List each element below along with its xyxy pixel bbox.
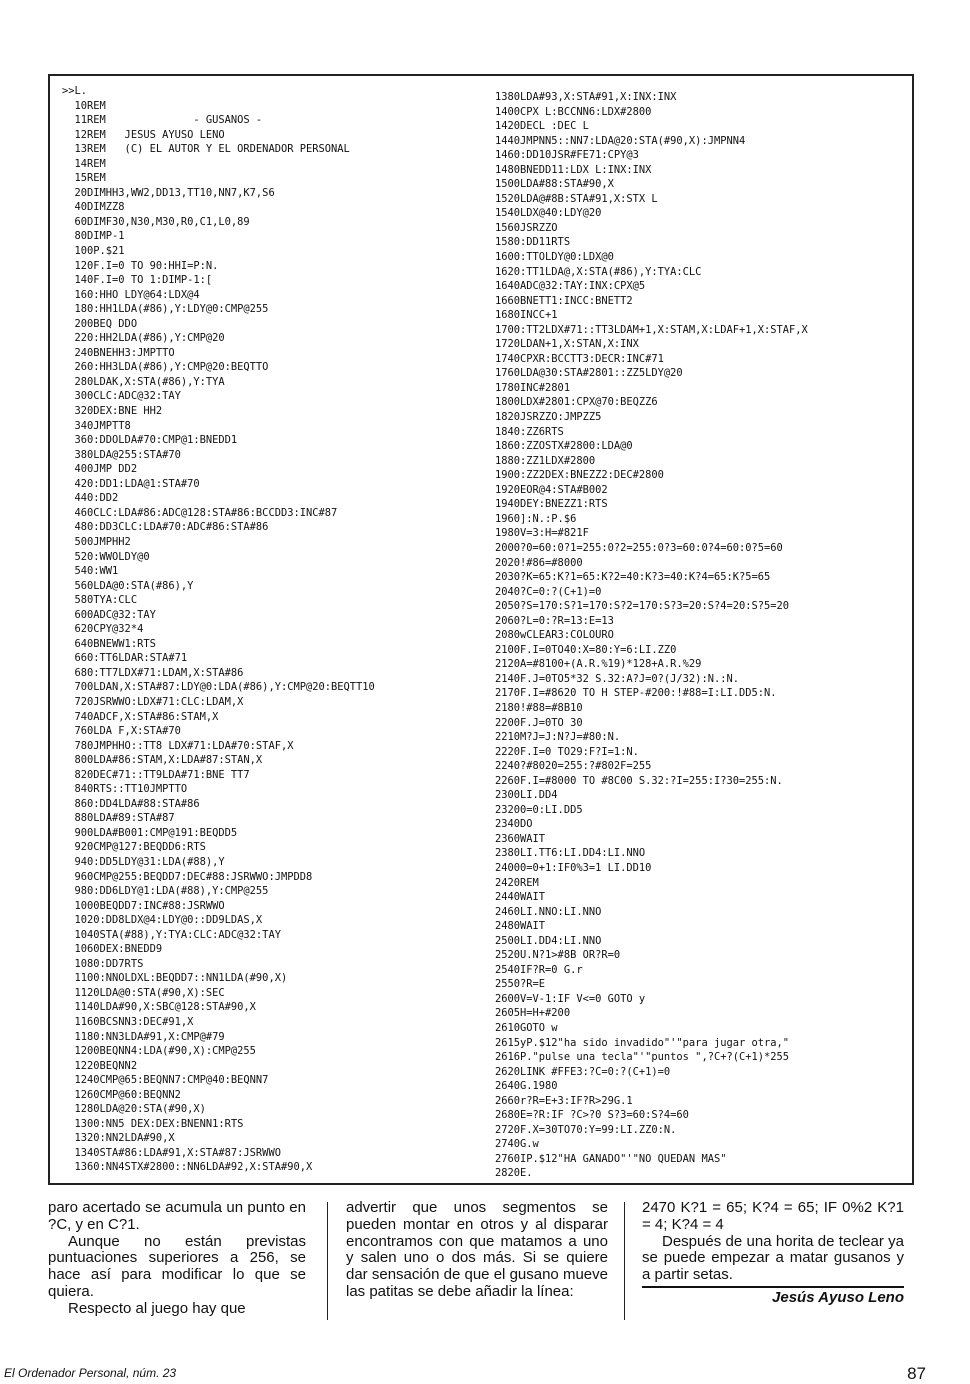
code-line: 980:DD6LDY@1:LDA(#88),Y:CMP@255: [62, 885, 269, 898]
listing-left-column: [62, 84, 480, 1175]
code-line: 1740CPXR:BCCTT3:DECR:INC#71: [495, 352, 664, 365]
listing-right-column: [495, 90, 911, 1181]
code-line: 1040STA(#88),Y:TYA:CLC:ADC@32:TAY: [62, 928, 281, 941]
code-line: 2620LINK #FFE3:?C=0:?(C+1)=0: [495, 1065, 671, 1078]
code-line: 960CMP@255:BEQDD7:DEC#88:JSRWWO:JMPDD8: [62, 870, 313, 883]
code-line: 1020:DD8LDX@4:LDY@0::DD9LDAS,X: [62, 914, 263, 927]
code-line: 1880:ZZ1LDX#2800: [495, 454, 596, 467]
code-line: 1960]:N.:P.$6: [495, 512, 577, 525]
code-line: 1660BNETT1:INCC:BNETT2: [495, 294, 633, 307]
code-line: 12REM JESUS AYUSO LENO: [62, 128, 225, 141]
code-line: 1900:ZZ2DEX:BNEZZ2:DEC#2800: [495, 469, 664, 482]
code-line: 680:TT7LDX#71:LDAM,X:STA#86: [62, 666, 244, 679]
code-line: 2060?L=0:?R=13:E=13: [495, 614, 614, 627]
code-line: 1460:DD10JSR#FE71:CPY@3: [495, 149, 639, 162]
code-line: 200BEQ DDO: [62, 317, 138, 330]
code-line: 160:HHO LDY@64:LDX@4: [62, 288, 200, 301]
column-divider: [327, 1202, 328, 1320]
code-line: 1280LDA@20:STA(#90,X): [62, 1103, 206, 1116]
article-paragraph: paro acertado se acumula un punto en ?C, y en C?1.: [48, 1199, 306, 1233]
code-line: 1700:TT2LDX#71::TT3LDAM+1,X:STAM,X:LDAF+1,X:STAF,X: [495, 323, 808, 336]
code-line: 2000?0=60:0?1=255:0?2=255:0?3=60:0?4=60:0?5=60: [495, 541, 783, 554]
code-line: 560LDA@0:STA(#86),Y: [62, 579, 194, 592]
article-paragraph: Respecto al juego hay que: [68, 1299, 246, 1317]
code-line: 2220F.I=0 TO29:F?I=1:N.: [495, 745, 639, 758]
code-line: 600ADC@32:TAY: [62, 608, 156, 621]
code-line: 60DIMF30,N30,M30,R0,C1,L0,89: [62, 215, 250, 228]
code-line: 2660r?R=E+3:IF?R>29G.1: [495, 1094, 633, 1107]
code-line: 120F.I=0 TO 90:HHI=P:N.: [62, 259, 219, 272]
code-line: 1940DEY:BNEZZ1:RTS: [495, 498, 608, 511]
author-signature: Jesús Ayuso Leno: [642, 1286, 904, 1307]
code-line: 1520LDA@#8B:STA#91,X:STX L: [495, 192, 658, 205]
code-line: 1420DECL :DEC L: [495, 120, 589, 133]
code-line: 13REM (C) EL AUTOR Y EL ORDENADOR PERSONAL: [62, 143, 350, 156]
code-line: 2030?K=65:K?1=65:K?2=40:K?3=40:K?4=65:K?5=65: [495, 571, 771, 584]
article-column-1: [48, 1200, 306, 1318]
code-line: 11REM - GUSANOS -: [62, 114, 263, 127]
code-line: 2080wCLEAR3:COLOURO: [495, 629, 614, 642]
code-line: 1620:TT1LDA@,X:STA(#86),Y:TYA:CLC: [495, 265, 702, 278]
code-line: 1240CMP@65:BEQNN7:CMP@40:BEQNN7: [62, 1074, 269, 1087]
code-line: 2480WAIT: [495, 920, 546, 933]
code-line: 940:DD5LDY@31:LDA(#88),Y: [62, 855, 225, 868]
code-line: 1360:NN4STX#2800::NN6LDA#92,X:STA#90,X: [62, 1161, 313, 1174]
code-line: 100P.$21: [62, 245, 125, 258]
code-line: 660:TT6LDAR:STA#71: [62, 652, 188, 665]
code-line: 1480BNEDD11:LDX L:INX:INX: [495, 163, 652, 176]
code-line: 1000BEQDD7:INC#88:JSRWWO: [62, 899, 225, 912]
code-line: 2520U.N?1>#8B OR?R=0: [495, 949, 621, 962]
article-paragraph: Aunque no están previstas puntuaciones superiores a 256, se hace así para modificar lo que se quiera.: [48, 1232, 306, 1300]
code-line: 1100:NNOLDXL:BEQDD7::NN1LDA(#90,X): [62, 972, 288, 985]
article-column-3: [642, 1200, 904, 1307]
code-line: 1820JSRZZO:JMPZZ5: [495, 411, 602, 424]
code-line: 1920EOR@4:STA#B002: [495, 483, 608, 496]
code-line: 2120A=#8100+(A.R.%19)*128+A.R.%29: [495, 658, 702, 671]
code-line: 2680E=?R:IF ?C>?0 S?3=60:S?4=60: [495, 1109, 689, 1122]
code-line: 2720F.X=30TO70:Y=99:LI.ZZ0:N.: [495, 1123, 677, 1136]
code-line: 880LDA#89:STA#87: [62, 812, 175, 825]
code-line: 740ADCF,X:STA#86:STAM,X: [62, 710, 219, 723]
code-line: 1340STA#86:LDA#91,X:STA#87:JSRWWO: [62, 1146, 281, 1159]
code-line: 2440WAIT: [495, 891, 546, 904]
code-line: 1400CPX L:BCCNN6:LDX#2800: [495, 105, 652, 118]
code-line: 2210M?J=J:N?J=#80:N.: [495, 731, 621, 744]
program-listing-box: [48, 74, 914, 1185]
code-line: 2420REM: [495, 876, 539, 889]
code-line: 1160BCSNN3:DEC#91,X: [62, 1016, 194, 1028]
code-line: 15REM: [62, 172, 106, 185]
code-line: 2640G.1980: [495, 1080, 558, 1093]
article-paragraph: Después de una horita de teclear ya se puede empezar a matar gusanos y a partir setas.: [642, 1232, 904, 1284]
code-line: 180:HH1LDA(#86),Y:LDY@0:CMP@255: [62, 303, 269, 316]
code-line: 1220BEQNN2: [62, 1059, 138, 1072]
code-line: 260:HH3LDA(#86),Y:CMP@20:BEQTTO: [62, 361, 269, 374]
code-line: 1140LDA#90,X:SBC@128:STA#90,X: [62, 1001, 256, 1014]
code-line: 2600V=V-1:IF V<=0 GOTO y: [495, 992, 646, 1005]
code-line: 24000=0+1:IF0%3=1 LI.DD10: [495, 861, 652, 874]
code-line: 10REM: [62, 99, 106, 112]
inline-code-line: 2470 K?1 = 65; K?4 = 65; IF 0%2 K?1 = 4; K?4 = 4: [642, 1199, 904, 1233]
code-line: 1260CMP@60:BEQNN2: [62, 1088, 181, 1101]
code-line: 1060DEX:BNEDD9: [62, 943, 163, 956]
code-line: 440:DD2: [62, 492, 119, 505]
code-line: 2340DO: [495, 818, 533, 831]
code-line: 2260F.I=#8000 TO #8C00 S.32:?I=255:I?30=255:N.: [495, 774, 783, 787]
code-line: 2200F.J=0TO 30: [495, 716, 583, 729]
code-line: 2605H=H+#200: [495, 1007, 571, 1020]
code-line: 80DIMP-1: [62, 230, 125, 243]
publication-footer: El Ordenador Personal, núm. 23: [4, 1366, 177, 1380]
article-paragraph: advertir que unos segmentos se pueden montar en otros y al disparar encontramos con que matamos a uno y salen uno o dos más. Si se quiere dar sensación de que el gusano mueve las patitas se debe añadir la línea:: [346, 1199, 608, 1300]
code-line: 1500LDA#88:STA#90,X: [495, 178, 614, 191]
code-line: 2460LI.NNO:LI.NNO: [495, 905, 602, 918]
code-line: 1640ADC@32:TAY:INX:CPX@5: [495, 280, 646, 293]
code-line: 720JSRWWO:LDX#71:CLC:LDAM,X: [62, 695, 244, 708]
code-line: 2300LI.DD4: [495, 789, 558, 802]
code-line: 840RTS::TT10JMPTTO: [62, 783, 188, 796]
code-line: 1120LDA@0:STA(#90,X):SEC: [62, 986, 225, 999]
code-line: 860:DD4LDA#88:STA#86: [62, 797, 200, 810]
code-line: 1980V=3:H=#821F: [495, 527, 589, 540]
code-line: 340JMPTT8: [62, 419, 131, 432]
code-line: 800LDA#86:STAM,X:LDA#87:STAN,X: [62, 754, 263, 767]
code-line: 2550?R=E: [495, 978, 546, 991]
code-line: 2740G.w: [495, 1138, 539, 1151]
code-line: 20DIMHH3,WW2,DD13,TT10,NN7,K7,S6: [62, 186, 275, 199]
code-line: 1540LDX@40:LDY@20: [495, 207, 602, 220]
code-line: 380LDA@255:STA#70: [62, 448, 181, 461]
code-line: 1800LDX#2801:CPX@70:BEQZZ6: [495, 396, 658, 409]
code-line: 1860:ZZOSTX#2800:LDA@0: [495, 440, 633, 453]
code-line: 2615yP.$12"ha sido invadido"'"para jugar otra,": [495, 1036, 790, 1049]
code-line: 1600:TTOLDY@0:LDX@0: [495, 251, 614, 264]
code-line: 2040?C=0:?(C+1)=0: [495, 585, 602, 598]
code-line: >>L.: [62, 85, 88, 97]
code-line: 2610GOTO w: [495, 1022, 558, 1034]
code-line: 2180!#88=#8B10: [495, 701, 583, 714]
code-line: 820DEC#71::TT9LDA#71:BNE TT7: [62, 768, 250, 781]
code-line: 640BNEWW1:RTS: [62, 637, 156, 650]
code-line: 1320:NN2LDA#90,X: [62, 1132, 175, 1145]
code-line: 14REM: [62, 157, 106, 170]
code-line: 480:DD3CLC:LDA#70:ADC#86:STA#86: [62, 521, 269, 534]
code-line: 23200=0:LI.DD5: [495, 803, 583, 816]
code-line: 2050?S=170:S?1=170:S?2=170:S?3=20:S?4=20:S?5=20: [495, 600, 790, 613]
code-line: 1200BEQNN4:LDA(#90,X):CMP@255: [62, 1045, 256, 1058]
code-line: 1560JSRZZO: [495, 221, 558, 234]
code-line: 580TYA:CLC: [62, 594, 138, 607]
code-line: 400JMP DD2: [62, 463, 138, 476]
code-line: 920CMP@127:BEQDD6:RTS: [62, 841, 206, 854]
code-line: 540:WW1: [62, 565, 119, 578]
code-line: 2240?#8020=255:?#802F=255: [495, 760, 652, 773]
code-line: 2140F.J=0TO5*32 S.32:A?J=0?(J/32):N.:N.: [495, 672, 739, 685]
code-line: 2360WAIT: [495, 832, 546, 845]
code-line: 1440JMPNN5::NN7:LDA@20:STA(#90,X):JMPNN4: [495, 134, 746, 147]
code-line: 2760IP.$12"HA GANADO"'"NO QUEDAN MAS": [495, 1152, 727, 1165]
code-line: 1760LDA@30:STA#2801::ZZ5LDY@20: [495, 367, 683, 380]
code-line: 300CLC:ADC@32:TAY: [62, 390, 181, 403]
code-line: 140F.I=0 TO 1:DIMP-1:[: [62, 274, 213, 287]
code-line: 1840:ZZ6RTS: [495, 425, 564, 438]
code-line: 2500LI.DD4:LI.NNO: [495, 934, 602, 947]
code-line: 2020!#86=#8000: [495, 556, 583, 569]
code-line: 1080:DD7RTS: [62, 957, 144, 970]
code-line: 220:HH2LDA(#86),Y:CMP@20: [62, 332, 225, 345]
code-line: 2820E.: [495, 1167, 533, 1180]
code-line: 900LDA#B001:CMP@191:BEQDD5: [62, 826, 238, 839]
code-line: 1780INC#2801: [495, 381, 571, 394]
code-line: 240BNEHH3:JMPTTO: [62, 346, 175, 359]
code-line: 360:DDOLDA#70:CMP@1:BNEDD1: [62, 434, 238, 447]
code-line: 1720LDAN+1,X:STAN,X:INX: [495, 338, 639, 351]
column-divider: [624, 1202, 625, 1320]
code-line: 2100F.I=0TO40:X=80:Y=6:LI.ZZ0: [495, 643, 677, 656]
code-line: 460CLC:LDA#86:ADC@128:STA#86:BCCDD3:INC#87: [62, 506, 338, 519]
code-line: 2616P."pulse una tecla"'"puntos ",?C+?(C+1)*255: [495, 1051, 790, 1064]
article-column-2: [346, 1200, 608, 1301]
code-line: 320DEX:BNE HH2: [62, 405, 163, 418]
code-line: 1380LDA#93,X:STA#91,X:INX:INX: [495, 91, 677, 103]
code-line: 760LDA F,X:STA#70: [62, 725, 181, 738]
code-line: 620CPY@32*4: [62, 623, 144, 636]
code-line: 700LDAN,X:STA#87:LDY@0:LDA(#86),Y:CMP@20:BEQTT10: [62, 681, 375, 694]
code-line: 40DIMZZ8: [62, 201, 125, 214]
code-line: 1180:NN3LDA#91,X:CMP@#79: [62, 1030, 225, 1043]
code-line: 280LDAK,X:STA(#86),Y:TYA: [62, 375, 225, 388]
code-line: 2380LI.TT6:LI.DD4:LI.NNO: [495, 847, 646, 860]
code-line: 2170F.I=#8620 TO H STEP-#200:!#88=I:LI.DD5:N.: [495, 687, 777, 700]
code-line: 1680INCC+1: [495, 309, 558, 322]
code-line: 420:DD1:LDA@1:STA#70: [62, 477, 200, 490]
page-number: 87: [907, 1364, 926, 1383]
code-line: 1580:DD11RTS: [495, 236, 571, 249]
code-line: 1300:NN5 DEX:DEX:BNENN1:RTS: [62, 1117, 244, 1130]
code-line: 780JMPHHO::TT8 LDX#71:LDA#70:STAF,X: [62, 739, 294, 752]
code-line: 2540IF?R=0 G.r: [495, 963, 583, 976]
code-line: 500JMPHH2: [62, 535, 131, 548]
code-line: 520:WWOLDY@0: [62, 550, 150, 563]
